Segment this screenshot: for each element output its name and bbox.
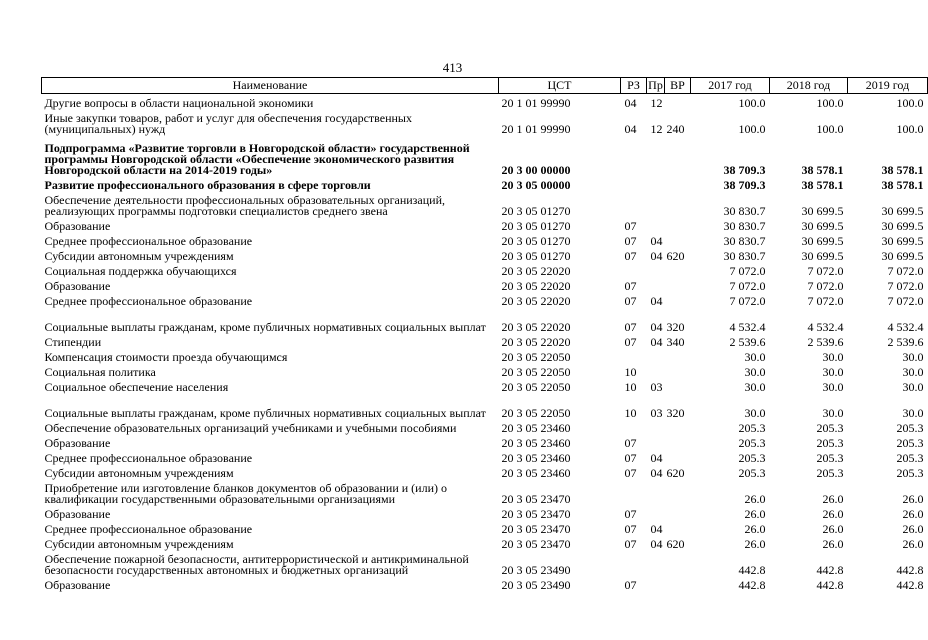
cell-2017: 38 709.3 [723,163,766,177]
cell-rz: 10 [624,365,637,379]
cell-rz: 07 [624,335,637,349]
cell-vr [665,262,691,277]
cell-name: Социальные выплаты гражданам, кроме публичных нормативных социальных выплат [44,320,486,334]
cell-vr [665,348,691,363]
cell-name: Иные закупки товаров, работ и услуг для обеспечения государственных (муниципальных) нужд [44,111,412,136]
cell-vr [665,363,691,378]
cell-rz: 10 [624,406,637,420]
cell-2017: 30 830.7 [723,204,766,218]
cell-2018: 205.3 [816,466,844,480]
cell-2018: 7 072.0 [807,264,844,278]
table-row [42,464,928,479]
cell-2017: 26.0 [744,507,766,521]
cell-vr [665,135,691,176]
cell-2017: 2 539.6 [729,335,766,349]
cell-2019: 442.8 [896,578,924,592]
cell-name: Другие вопросы в области национальной экономики [44,96,314,110]
cell-name: Обеспечение образовательных организаций учебниками и учебными пособиями [44,421,457,435]
cell-2018: 26.0 [822,522,844,536]
cell-2017: 100.0 [738,96,766,110]
cell-name: Социальная политика [44,365,156,379]
cell-2018: 38 578.1 [801,178,844,192]
cell-2018: 30 699.5 [801,219,844,233]
cell-2018: 30 699.5 [801,249,844,263]
cell-name: Субсидии автономным учреждениям [44,537,234,551]
cell-name: Среднее профессиональное образование [44,451,253,465]
cell-cst: 20 3 05 22050 [501,406,571,420]
cell-rz: 07 [624,578,637,592]
cell-2019: 38 578.1 [881,178,924,192]
cell-vr [665,479,691,505]
cell-rz [621,550,647,576]
cell-2017: 100.0 [738,122,766,136]
cell-pr: 04 [650,320,663,334]
cell-rz: 07 [624,466,637,480]
cell-2018: 26.0 [822,537,844,551]
cell-rz: 07 [624,294,637,308]
cell-2018: 7 072.0 [807,279,844,293]
cell-vr [665,520,691,535]
cell-pr: 04 [650,294,663,308]
cell-cst: 20 3 00 00000 [501,163,571,177]
cell-2018: 7 072.0 [807,294,844,308]
cell-rz: 07 [624,436,637,450]
cell-pr: 04 [650,466,663,480]
cell-cst: 20 3 05 22020 [501,264,571,278]
cell-2019: 100.0 [896,96,924,110]
cell-cst: 20 3 05 00000 [501,178,571,192]
cell-2017: 205.3 [738,451,766,465]
cell-vr: 620 [666,249,685,263]
cell-2018: 30 699.5 [801,234,844,248]
page-number: 413 [442,60,463,75]
table-row [42,378,928,393]
cell-2018: 4 532.4 [807,320,844,334]
cell-pr: 12 [650,96,663,110]
cell-2019: 26.0 [902,507,924,521]
table-row [42,277,928,292]
cell-name: Развитие профессионального образования в сфере торговли [44,178,371,192]
cell-2019: 100.0 [896,122,924,136]
cell-rz: 07 [624,279,637,293]
cell-rz [621,262,647,277]
cell-name: Образование [44,507,111,521]
col-header-name: Наименование [42,78,499,94]
col-header-cst: ЦСТ [499,78,621,94]
table-row [42,535,928,550]
cell-pr [647,363,665,378]
cell-2018: 38 578.1 [801,163,844,177]
cell-2017: 7 072.0 [729,294,766,308]
cell-cst: 20 3 05 23470 [501,492,571,506]
table-row [42,176,928,191]
cell-2019: 30.0 [902,365,924,379]
cell-2017: 26.0 [744,537,766,551]
col-header-2018: 2018 год [770,78,848,94]
cell-name: Стипендии [44,335,102,349]
cell-rz [621,176,647,191]
table-row [42,292,928,307]
cell-vr [665,176,691,191]
cell-2019: 38 578.1 [881,163,924,177]
cell-name: Подпрограмма «Развитие торговли в Новгородской области» государственной программы Новгородской области «Обеспечение экономического развития Новгородской области на 2014-2019 годы» [44,141,470,177]
col-header-2019: 2019 год [848,78,928,94]
cell-name: Социальные выплаты гражданам, кроме публичных нормативных социальных выплат [44,406,486,420]
cell-cst: 20 3 05 01270 [501,249,571,263]
cell-2019: 205.3 [896,421,924,435]
cell-2019: 30.0 [902,406,924,420]
cell-pr [647,419,665,434]
cell-2017: 30 830.7 [723,234,766,248]
cell-vr [665,217,691,232]
cell-rz: 07 [624,522,637,536]
cell-rz: 04 [624,96,637,110]
cell-2019: 30 699.5 [881,204,924,218]
cell-name: Образование [44,436,111,450]
table-row [42,262,928,277]
cell-vr [665,191,691,217]
cell-name: Образование [44,219,111,233]
cell-cst: 20 3 05 22050 [501,365,571,379]
cell-name: Образование [44,279,111,293]
table-row [42,505,928,520]
cell-2018: 100.0 [816,96,844,110]
cell-2017: 30.0 [744,406,766,420]
cell-rz: 07 [624,537,637,551]
col-header-2017: 2017 год [691,78,770,94]
cell-2017: 30.0 [744,350,766,364]
cell-2017: 26.0 [744,522,766,536]
cell-2018: 30 699.5 [801,204,844,218]
cell-2018: 205.3 [816,421,844,435]
cell-cst: 20 3 05 23490 [501,578,571,592]
col-header-vr: ВР [665,78,691,94]
cell-2019: 30.0 [902,350,924,364]
table-row [42,333,928,348]
cell-cst: 20 3 05 23460 [501,451,571,465]
table-row [42,576,928,591]
cell-cst: 20 1 01 99990 [501,96,571,110]
cell-rz: 10 [624,380,637,394]
cell-rz: 07 [624,451,637,465]
cell-2019: 30.0 [902,380,924,394]
cell-cst: 20 3 05 22050 [501,350,571,364]
cell-2019: 26.0 [902,537,924,551]
cell-name: Образование [44,578,111,592]
cell-2018: 30.0 [822,365,844,379]
cell-cst: 20 3 05 22020 [501,294,571,308]
cell-pr: 04 [650,522,663,536]
cell-2019: 2 539.6 [887,335,924,349]
cell-2019: 205.3 [896,451,924,465]
cell-2017: 30 830.7 [723,219,766,233]
cell-cst: 20 3 05 23460 [501,421,571,435]
cell-2017: 30.0 [744,365,766,379]
table-row [42,232,928,247]
table-row [42,307,928,333]
table-row [42,191,928,217]
cell-pr [647,135,665,176]
cell-2018: 442.8 [816,578,844,592]
cell-pr [647,576,665,591]
cell-cst: 20 1 01 99990 [501,122,571,136]
cell-cst: 20 3 05 22020 [501,335,571,349]
cell-name: Среднее профессиональное образование [44,522,253,536]
cell-2019: 7 072.0 [887,264,924,278]
cell-2018: 442.8 [816,563,844,577]
cell-name: Среднее профессиональное образование [44,294,253,308]
cell-vr [665,292,691,307]
cell-2018: 30.0 [822,406,844,420]
cell-2017: 4 532.4 [729,320,766,334]
table-row [42,479,928,505]
table-body [42,94,928,592]
cell-pr [647,479,665,505]
cell-pr [647,505,665,520]
cell-vr: 340 [666,335,685,349]
cell-pr [647,434,665,449]
cell-vr [665,449,691,464]
budget-table [41,77,928,591]
cell-2019: 30 699.5 [881,249,924,263]
cell-vr [665,550,691,576]
cell-2019: 26.0 [902,492,924,506]
cell-pr [647,176,665,191]
cell-name: Социальное обеспечение населения [44,380,229,394]
cell-2019: 7 072.0 [887,294,924,308]
cell-2017: 205.3 [738,436,766,450]
cell-pr: 03 [650,380,663,394]
cell-vr: 620 [666,466,685,480]
cell-2017: 30.0 [744,380,766,394]
cell-2019: 7 072.0 [887,279,924,293]
cell-pr [647,262,665,277]
cell-2017: 442.8 [738,578,766,592]
cell-2018: 26.0 [822,507,844,521]
table-row [42,449,928,464]
cell-rz: 04 [624,122,637,136]
cell-2019: 205.3 [896,466,924,480]
table-row [42,550,928,576]
table-row [42,217,928,232]
cell-2018: 2 539.6 [807,335,844,349]
cell-2018: 30.0 [822,350,844,364]
cell-pr: 03 [650,406,663,420]
cell-cst: 20 3 05 23490 [501,563,571,577]
cell-2017: 30 830.7 [723,249,766,263]
table-row [42,434,928,449]
cell-2017: 205.3 [738,421,766,435]
cell-cst: 20 3 05 23460 [501,466,571,480]
cell-pr: 12 [650,122,663,136]
cell-name: Компенсация стоимости проезда обучающимся [44,350,288,364]
cell-pr: 04 [650,335,663,349]
cell-cst: 20 3 05 23470 [501,537,571,551]
cell-vr: 240 [666,122,685,136]
table-row [42,94,928,110]
cell-name: Субсидии автономным учреждениям [44,249,234,263]
cell-2019: 442.8 [896,563,924,577]
table-header-row [42,78,928,94]
cell-name: Субсидии автономным учреждениям [44,466,234,480]
cell-pr: 04 [650,537,663,551]
cell-cst: 20 3 05 23470 [501,507,571,521]
cell-2019: 26.0 [902,522,924,536]
cell-2017: 7 072.0 [729,279,766,293]
cell-name: Социальная поддержка обучающихся [44,264,237,278]
table-row [42,520,928,535]
cell-vr [665,505,691,520]
cell-cst: 20 3 05 01270 [501,234,571,248]
cell-rz: 07 [624,249,637,263]
cell-vr [665,232,691,247]
cell-pr [647,550,665,576]
cell-pr [647,191,665,217]
cell-2019: 4 532.4 [887,320,924,334]
cell-name: Приобретение или изготовление бланков документов об образовании и (или) о квалификации государственными образовательными организациями [44,481,447,506]
cell-name: Среднее профессиональное образование [44,234,253,248]
cell-name: Обеспечение пожарной безопасности, антитеррористической и антикриминальной безопасности государственных автономных и бюджетных организаций [44,552,469,577]
cell-2017: 7 072.0 [729,264,766,278]
table-row [42,419,928,434]
cell-pr: 04 [650,249,663,263]
cell-cst: 20 3 05 01270 [501,219,571,233]
cell-vr [665,576,691,591]
cell-cst: 20 3 05 23460 [501,436,571,450]
cell-vr [665,434,691,449]
cell-vr [665,94,691,110]
cell-2017: 26.0 [744,492,766,506]
cell-cst: 20 3 05 22020 [501,320,571,334]
cell-name: Обеспечение деятельности профессиональных образовательных организаций, реализующих программы подготовки специалистов среднего звена [44,193,445,218]
cell-2017: 442.8 [738,563,766,577]
col-header-pr: Пр [648,78,663,92]
cell-rz: 07 [624,219,637,233]
table-row [42,135,928,176]
cell-2018: 100.0 [816,122,844,136]
cell-rz [621,348,647,363]
cell-vr: 320 [666,320,685,334]
table-row [42,363,928,378]
cell-2019: 30 699.5 [881,234,924,248]
cell-vr [665,419,691,434]
cell-cst: 20 3 05 01270 [501,204,571,218]
cell-vr [665,378,691,393]
cell-2017: 205.3 [738,466,766,480]
cell-cst: 20 3 05 23470 [501,522,571,536]
col-header-rz: РЗ [621,78,647,94]
cell-2018: 30.0 [822,380,844,394]
cell-pr: 04 [650,451,663,465]
cell-2019: 30 699.5 [881,219,924,233]
table-row [42,393,928,419]
cell-cst: 20 3 05 22050 [501,380,571,394]
cell-rz [621,191,647,217]
cell-2018: 26.0 [822,492,844,506]
cell-2019: 205.3 [896,436,924,450]
cell-pr [647,277,665,292]
cell-rz [621,135,647,176]
cell-2018: 205.3 [816,436,844,450]
cell-rz: 07 [624,234,637,248]
cell-vr: 320 [666,406,685,420]
cell-rz [621,479,647,505]
table-row [42,247,928,262]
cell-vr [665,277,691,292]
table-row [42,109,928,135]
cell-vr: 620 [666,537,685,551]
cell-rz [621,419,647,434]
cell-rz: 07 [624,507,637,521]
cell-pr [647,348,665,363]
cell-pr [647,217,665,232]
cell-2018: 205.3 [816,451,844,465]
cell-rz: 07 [624,320,637,334]
cell-pr: 04 [650,234,663,248]
cell-cst: 20 3 05 22020 [501,279,571,293]
cell-2017: 38 709.3 [723,178,766,192]
table-row [42,348,928,363]
